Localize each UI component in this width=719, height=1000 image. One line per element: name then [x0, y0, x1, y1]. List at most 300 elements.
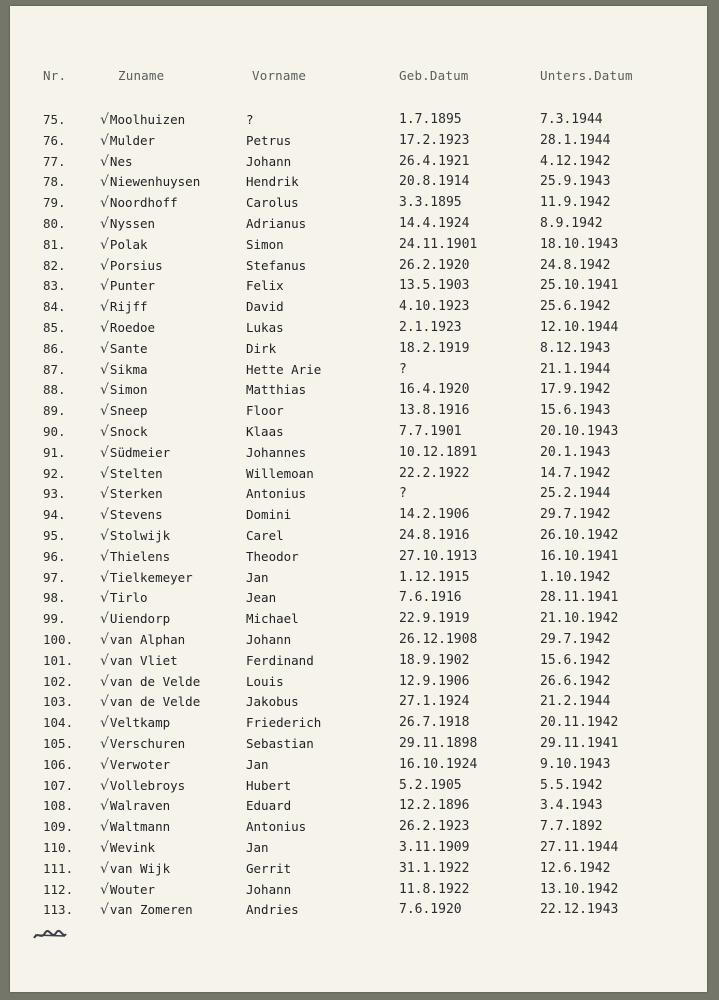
birth-date-cell: 29.11.1898 [399, 736, 478, 751]
list-item [10, 110, 707, 130]
surname-cell [100, 484, 250, 504]
first-name-cell: Michael [246, 611, 299, 627]
surname-text: Tirlo [109, 590, 148, 606]
list-item [10, 380, 707, 400]
first-name-cell: Hendrik [246, 174, 299, 190]
check-mark-icon: √ [100, 486, 109, 503]
surname-text: Polak [109, 236, 148, 252]
exam-date-cell: 18.10.1943 [540, 236, 619, 252]
surname-cell [100, 630, 250, 650]
list-item [10, 734, 707, 754]
surname-text: Verwoter [109, 756, 171, 772]
first-name-cell: Johannes [246, 444, 307, 460]
exam-date-cell: 15.6.1942 [540, 652, 611, 668]
exam-date-cell: 29.7.1942 [540, 632, 611, 647]
list-item [10, 609, 707, 629]
surname-cell [100, 880, 250, 900]
exam-date-cell: 5.5.1942 [540, 777, 603, 793]
surname-text: Stolwijk [109, 528, 171, 543]
first-name-cell: Jan [246, 756, 269, 772]
list-item [10, 713, 707, 733]
birth-date-cell: 31.1.1922 [399, 860, 470, 876]
surname-text: Punter [109, 278, 156, 294]
list-item [10, 505, 707, 525]
surname-text: Verschuren [109, 736, 186, 751]
birth-date-cell: 27.10.1913 [399, 548, 478, 564]
birth-date-cell: 3.11.1909 [399, 840, 470, 855]
check-mark-icon: √ [100, 590, 109, 607]
list-item [10, 464, 707, 484]
entry-number: 92. [43, 465, 66, 481]
surname-cell [100, 734, 250, 754]
surname-text: Sneep [109, 403, 148, 419]
first-name-cell: Simon [246, 236, 284, 252]
birth-date-cell: 17.2.1923 [399, 132, 470, 148]
surname-cell [100, 568, 250, 588]
first-name-cell: Domini [246, 507, 292, 523]
list-item [10, 880, 707, 900]
birth-date-cell: ? [399, 486, 407, 502]
first-name-cell: Stefanus [246, 257, 307, 273]
check-mark-icon: √ [100, 320, 109, 336]
entry-number: 90. [43, 424, 66, 439]
exam-date-cell: 22.12.1943 [540, 902, 619, 918]
list-item [10, 900, 707, 920]
entry-number: 80. [43, 216, 66, 231]
check-mark-icon: √ [100, 632, 109, 648]
birth-date-cell: ? [399, 361, 407, 377]
birth-date-cell: 26.4.1921 [399, 153, 470, 169]
birth-date-cell: 20.8.1914 [399, 174, 470, 190]
check-mark-icon: √ [100, 216, 109, 232]
list-item [10, 422, 707, 442]
list-item [10, 172, 707, 192]
birth-date-cell: 22.2.1922 [399, 465, 470, 481]
first-name-cell: Antonius [246, 486, 307, 502]
check-mark-icon: √ [100, 694, 109, 711]
surname-cell [100, 276, 250, 296]
surname-text: Sterken [109, 486, 163, 502]
surname-cell [100, 609, 250, 629]
exam-date-cell: 24.8.1942 [540, 257, 611, 273]
birth-date-cell: 7.6.1920 [399, 902, 462, 918]
entry-number: 108. [43, 798, 74, 814]
surname-text: Tielkemeyer [109, 569, 193, 585]
check-mark-icon: √ [100, 236, 109, 253]
first-name-cell: Johann [246, 632, 292, 647]
birth-date-cell: 14.2.1906 [399, 507, 470, 523]
surname-cell [100, 318, 250, 338]
surname-text: Südmeier [109, 444, 171, 460]
exam-date-cell: 29.11.1941 [540, 736, 619, 751]
entry-number: 83. [43, 278, 66, 294]
list-item [10, 193, 707, 213]
first-name-cell: Sebastian [246, 736, 314, 751]
entry-number: 111. [43, 860, 74, 876]
surname-cell [100, 464, 250, 484]
exam-date-cell: 25.9.1943 [540, 174, 611, 190]
list-item [10, 672, 707, 692]
list-item [10, 547, 707, 567]
surname-text: Uiendorp [109, 611, 171, 627]
check-mark-icon: √ [100, 132, 109, 149]
surname-cell [100, 900, 250, 920]
exam-date-cell: 11.9.1942 [540, 195, 611, 211]
exam-date-cell: 20.11.1942 [540, 715, 619, 731]
first-name-cell: Lukas [246, 320, 284, 335]
list-item [10, 859, 707, 879]
birth-date-cell: 16.4.1920 [399, 382, 470, 398]
surname-text: Roedoe [109, 320, 156, 335]
birth-date-cell: 5.2.1905 [399, 777, 462, 793]
exam-date-cell: 9.10.1943 [540, 756, 611, 772]
list-item [10, 484, 707, 504]
exam-date-cell: 28.11.1941 [540, 590, 619, 606]
check-mark-icon: √ [100, 361, 109, 378]
birth-date-cell: 12.2.1896 [399, 798, 470, 814]
surname-text: Sikma [109, 361, 148, 377]
list-item [10, 630, 707, 650]
surname-cell [100, 193, 250, 213]
exam-date-cell: 13.10.1942 [540, 881, 619, 897]
surname-text: Stelten [109, 465, 163, 481]
surname-cell [100, 422, 250, 442]
entry-number: 101. [43, 652, 74, 668]
first-name-cell: Gerrit [246, 860, 292, 876]
first-name-cell: Hubert [246, 777, 292, 793]
entry-number: 102. [43, 673, 74, 689]
first-name-cell: Antonius [246, 819, 307, 835]
check-mark-icon: √ [100, 881, 109, 898]
first-name-cell: ? [246, 112, 254, 127]
surname-cell [100, 505, 250, 525]
surname-text: Simon [109, 382, 148, 398]
list-item [10, 443, 707, 463]
entry-number: 93. [43, 486, 66, 502]
first-name-cell: David [246, 299, 284, 315]
check-mark-icon: √ [100, 528, 109, 544]
surname-text: Thielens [109, 548, 171, 564]
entry-number: 107. [43, 777, 74, 793]
list-item [10, 838, 707, 858]
entry-number: 86. [43, 340, 66, 356]
surname-text: Veltkamp [109, 715, 171, 731]
surname-cell [100, 339, 250, 359]
surname-text: van Vliet [109, 652, 178, 668]
surname-cell [100, 588, 250, 608]
check-mark-icon: √ [100, 902, 109, 919]
entry-number: 77. [43, 153, 66, 169]
birth-date-cell: 1.12.1915 [399, 569, 470, 585]
first-name-cell: Jan [246, 569, 269, 585]
check-mark-icon: √ [100, 174, 109, 191]
surname-cell [100, 796, 250, 816]
birth-date-cell: 16.10.1924 [399, 756, 478, 772]
exam-date-cell: 26.10.1942 [540, 528, 619, 543]
list-item [10, 276, 707, 296]
check-mark-icon: √ [100, 569, 109, 586]
list-item [10, 588, 707, 608]
surname-cell [100, 110, 250, 130]
birth-date-cell: 4.10.1923 [399, 299, 470, 315]
surname-text: Vollebroys [109, 777, 186, 793]
birth-date-cell: 27.1.1924 [399, 694, 470, 710]
surname-cell [100, 692, 250, 712]
surname-cell [100, 526, 250, 546]
header-zuname: Zuname [118, 68, 165, 83]
birth-date-cell: 7.6.1916 [399, 590, 462, 606]
check-mark-icon: √ [100, 652, 109, 669]
surname-text: Sante [109, 340, 148, 356]
exam-date-cell: 8.12.1943 [540, 340, 611, 356]
entry-number: 84. [43, 299, 66, 315]
exam-date-cell: 8.9.1942 [540, 216, 603, 231]
surname-cell [100, 360, 250, 380]
birth-date-cell: 26.12.1908 [399, 632, 478, 647]
check-mark-icon: √ [100, 299, 109, 316]
check-mark-icon: √ [100, 507, 109, 524]
birth-date-cell: 22.9.1919 [399, 611, 470, 627]
list-item [10, 152, 707, 172]
header-unters-datum: Unters.Datum [540, 68, 633, 83]
exam-date-cell: 26.6.1942 [540, 673, 611, 689]
entry-number: 94. [43, 507, 66, 523]
exam-date-cell: 16.10.1941 [540, 548, 619, 564]
list-item [10, 776, 707, 796]
entry-number: 82. [43, 257, 66, 273]
first-name-cell: Petrus [246, 132, 292, 148]
check-mark-icon: √ [100, 819, 109, 836]
exam-date-cell: 12.6.1942 [540, 860, 611, 876]
entry-number: 110. [43, 840, 74, 855]
entry-number: 89. [43, 403, 66, 419]
surname-text: van de Velde [109, 694, 201, 710]
surname-text: Wevink [109, 840, 156, 855]
first-name-cell: Eduard [246, 798, 292, 814]
entry-number: 109. [43, 819, 74, 835]
birth-date-cell: 13.8.1916 [399, 403, 470, 419]
surname-cell [100, 443, 250, 463]
surname-text: van Alphan [109, 632, 186, 647]
exam-date-cell: 4.12.1942 [540, 153, 611, 169]
entry-number: 103. [43, 694, 74, 710]
surname-cell [100, 214, 250, 234]
birth-date-cell: 26.7.1918 [399, 715, 470, 731]
first-name-cell: Adrianus [246, 216, 307, 231]
list-item [10, 526, 707, 546]
surname-cell [100, 713, 250, 733]
list-item [10, 297, 707, 317]
entry-number: 79. [43, 195, 66, 211]
check-mark-icon: √ [100, 424, 109, 440]
check-mark-icon: √ [100, 112, 109, 128]
exam-date-cell: 7.7.1892 [540, 819, 603, 835]
birth-date-cell: 14.4.1924 [399, 216, 470, 231]
entry-number: 78. [43, 174, 66, 190]
first-name-cell: Andries [246, 902, 299, 918]
check-mark-icon: √ [100, 153, 109, 170]
surname-cell [100, 838, 250, 858]
check-mark-icon: √ [100, 403, 109, 420]
list-item [10, 651, 707, 671]
list-item [10, 796, 707, 816]
surname-cell [100, 547, 250, 567]
check-mark-icon: √ [100, 736, 109, 752]
entry-number: 85. [43, 320, 66, 335]
exam-date-cell: 3.4.1943 [540, 798, 603, 814]
first-name-cell: Ferdinand [246, 652, 314, 668]
exam-date-cell: 21.2.1944 [540, 694, 611, 710]
check-mark-icon: √ [100, 611, 109, 628]
birth-date-cell: 11.8.1922 [399, 881, 470, 897]
first-name-cell: Hette Arie [246, 361, 322, 377]
first-name-cell: Theodor [246, 548, 299, 564]
entry-number: 100. [43, 632, 74, 647]
exam-date-cell: 21.1.1944 [540, 361, 611, 377]
check-mark-icon: √ [100, 444, 109, 461]
surname-cell [100, 380, 250, 400]
entry-number: 106. [43, 756, 74, 772]
first-name-cell: Matthias [246, 382, 307, 398]
list-item [10, 568, 707, 588]
exam-date-cell: 20.10.1943 [540, 424, 619, 439]
entry-number: 81. [43, 236, 66, 252]
check-mark-icon: √ [100, 465, 109, 482]
entry-number: 87. [43, 361, 66, 377]
header-geb-datum: Geb.Datum [399, 68, 469, 83]
document-page [10, 6, 707, 992]
check-mark-icon: √ [100, 860, 109, 877]
surname-cell [100, 297, 250, 317]
entry-number: 96. [43, 548, 66, 564]
check-mark-icon: √ [100, 840, 109, 856]
surname-text: Rijff [109, 299, 148, 315]
birth-date-cell: 12.9.1906 [399, 673, 470, 689]
surname-text: Niewenhuysen [109, 174, 201, 190]
birth-date-cell: 18.2.1919 [399, 340, 470, 356]
exam-date-cell: 15.6.1943 [540, 403, 611, 419]
surname-cell [100, 235, 250, 255]
list-item [10, 318, 707, 338]
exam-date-cell: 20.1.1943 [540, 444, 611, 460]
entry-number: 98. [43, 590, 66, 606]
surname-text: van Wijk [109, 860, 171, 876]
check-mark-icon: √ [100, 340, 109, 357]
list-item [10, 131, 707, 151]
surname-cell [100, 755, 250, 775]
birth-date-cell: 7.7.1901 [399, 424, 462, 439]
check-mark-icon: √ [100, 715, 109, 732]
entry-number: 76. [43, 132, 66, 148]
exam-date-cell: 7.3.1944 [540, 112, 603, 127]
surname-text: Noordhoff [109, 195, 178, 211]
header-nr: Nr. [43, 68, 67, 83]
first-name-cell: Friederich [246, 715, 322, 731]
birth-date-cell: 26.2.1920 [399, 257, 470, 273]
surname-cell [100, 817, 250, 837]
entry-number: 99. [43, 611, 66, 627]
exam-date-cell: 14.7.1942 [540, 465, 611, 481]
list-item [10, 817, 707, 837]
first-name-cell: Carolus [246, 195, 299, 211]
surname-text: Nyssen [109, 216, 156, 231]
entry-number: 91. [43, 444, 66, 460]
check-mark-icon: √ [100, 777, 109, 794]
entry-number: 112. [43, 881, 74, 897]
surname-text: Waltmann [109, 819, 171, 835]
scribble-mark-icon [32, 928, 68, 942]
check-mark-icon: √ [100, 195, 109, 212]
surname-cell [100, 131, 250, 151]
first-name-cell: Carel [246, 528, 284, 543]
surname-cell [100, 401, 250, 421]
header-vorname: Vorname [252, 68, 307, 83]
surname-cell [100, 152, 250, 172]
birth-date-cell: 10.12.1891 [399, 444, 478, 460]
birth-date-cell: 24.8.1916 [399, 528, 470, 543]
check-mark-icon: √ [100, 673, 109, 690]
first-name-cell: Johann [246, 881, 292, 897]
first-name-cell: Jakobus [246, 694, 299, 710]
surname-cell [100, 172, 250, 192]
entry-number: 75. [43, 112, 66, 127]
first-name-cell: Dirk [246, 340, 277, 356]
surname-text: Snock [109, 424, 148, 439]
surname-cell [100, 672, 250, 692]
exam-date-cell: 29.7.1942 [540, 507, 611, 523]
surname-cell [100, 256, 250, 276]
birth-date-cell: 26.2.1923 [399, 819, 470, 835]
surname-text: van de Velde [109, 673, 201, 689]
list-item [10, 256, 707, 276]
entry-number: 105. [43, 736, 74, 751]
surname-text: Porsius [109, 257, 163, 273]
list-item [10, 339, 707, 359]
list-item [10, 360, 707, 380]
first-name-cell: Willemoan [246, 465, 314, 481]
check-mark-icon: √ [100, 278, 109, 295]
entry-number: 104. [43, 715, 74, 731]
exam-date-cell: 25.10.1941 [540, 278, 619, 294]
first-name-cell: Klaas [246, 424, 284, 439]
birth-date-cell: 18.9.1902 [399, 652, 470, 668]
exam-date-cell: 28.1.1944 [540, 132, 611, 148]
list-item [10, 235, 707, 255]
check-mark-icon: √ [100, 798, 109, 815]
exam-date-cell: 25.2.1944 [540, 486, 611, 502]
surname-text: van Zomeren [109, 902, 193, 918]
first-name-cell: Jan [246, 840, 269, 855]
list-item [10, 692, 707, 712]
birth-date-cell: 2.1.1923 [399, 320, 462, 335]
surname-cell [100, 651, 250, 671]
exam-date-cell: 1.10.1942 [540, 569, 611, 585]
first-name-cell: Jean [246, 590, 277, 606]
first-name-cell: Floor [246, 403, 284, 419]
first-name-cell: Louis [246, 673, 284, 689]
birth-date-cell: 1.7.1895 [399, 112, 462, 127]
check-mark-icon: √ [100, 548, 109, 565]
check-mark-icon: √ [100, 382, 109, 399]
surname-cell [100, 859, 250, 879]
birth-date-cell: 3.3.1895 [399, 195, 462, 211]
first-name-cell: Johann [246, 153, 292, 169]
surname-text: Walraven [109, 798, 171, 814]
birth-date-cell: 24.11.1901 [399, 236, 478, 252]
surname-text: Mulder [109, 132, 156, 148]
entry-number: 97. [43, 569, 66, 585]
list-item [10, 214, 707, 234]
